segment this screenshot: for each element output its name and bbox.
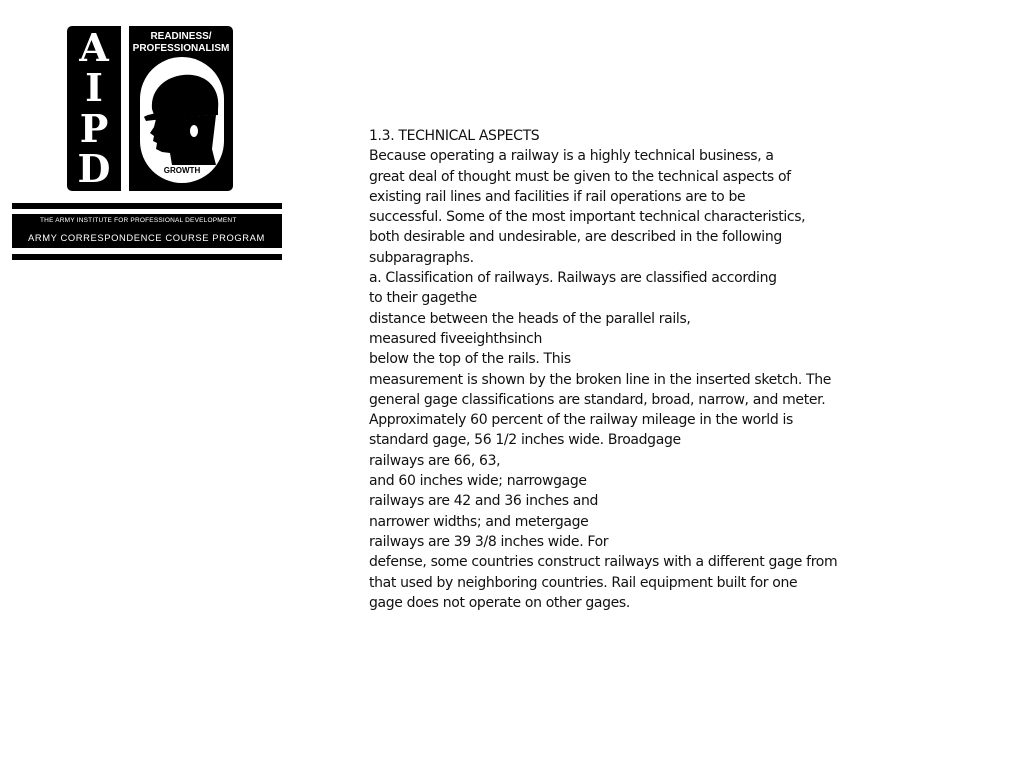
text-line: narrower widths; and metergage: [369, 513, 589, 530]
text-line: below the top of the rails. This: [369, 351, 571, 368]
text-line: both desirable and undesirable, are described in the following: [369, 229, 782, 246]
logo-motto-top: [129, 31, 233, 55]
text-line: a. Classification of railways. Railways are classified according: [369, 270, 777, 287]
logo-rule-top: [12, 203, 282, 209]
text-line: standard gage, 56 1/2 inches wide. Broadgage: [369, 432, 681, 449]
logo-rule-bottom: [12, 254, 282, 260]
text-line: railways are 66, 63,: [369, 452, 501, 469]
text-line: railways are 42 and 36 inches and: [369, 493, 599, 510]
text-line: that used by neighboring countries. Rail equipment built for one: [369, 574, 798, 591]
program-name: ARMY CORRESPONDENCE COURSE PROGRAM: [28, 232, 265, 243]
logo-motto-line: GROWTH: [163, 166, 201, 175]
institute-name: THE ARMY INSTITUTE FOR PROFESSIONAL DEVELOPMENT: [40, 217, 237, 224]
document-body: [369, 126, 889, 613]
aipd-logo: [12, 26, 282, 262]
text-line: distance between the heads of the parallel rails,: [369, 310, 691, 327]
logo-motto-bottom: [140, 157, 224, 175]
text-line: and 60 inches wide; narrowgage: [369, 473, 587, 490]
logo-motto-line: READINESS/: [150, 31, 212, 42]
logo-motto-line: PROFESSIONALISM: [132, 43, 230, 54]
logo-letters: [67, 26, 121, 191]
logo-letter-d: D: [77, 145, 111, 191]
text-line: successful. Some of the most important technical characteristics,: [369, 209, 806, 226]
section-heading: 1.3. TECHNICAL ASPECTS: [369, 128, 540, 144]
text-line: great deal of thought must be given to the technical aspects of: [369, 168, 791, 185]
text-line: gage does not operate on other gages.: [369, 594, 630, 611]
logo-motto-line: THRU: [170, 157, 194, 166]
text-line: subparagraphs.: [369, 249, 474, 266]
text-line: defense, some countries construct railways with a different gage from: [369, 554, 838, 571]
logo-banner: [12, 214, 282, 248]
text-line: to their gagethe: [369, 290, 477, 307]
text-line: railways are 39 3/8 inches wide. For: [369, 533, 609, 550]
logo-oval: [140, 57, 224, 183]
logo-letter-p: P: [79, 105, 109, 151]
logo-emblem: [67, 26, 233, 191]
text-line: measurement is shown by the broken line in the inserted sketch. The: [369, 371, 832, 388]
text-line: existing rail lines and facilities if rail operations are to be: [369, 188, 746, 205]
logo-letter-a: A: [79, 25, 109, 71]
logo-divider: [121, 26, 129, 191]
text-line: measured fiveeighthsinch: [369, 330, 542, 347]
logo-letter-i: I: [85, 65, 103, 111]
text-line: general gage classifications are standard, broad, narrow, and meter.: [369, 391, 826, 408]
text-line: Approximately 60 percent of the railway mileage in the world is: [369, 412, 793, 429]
text-line: Because operating a railway is a highly technical business, a: [369, 148, 774, 165]
